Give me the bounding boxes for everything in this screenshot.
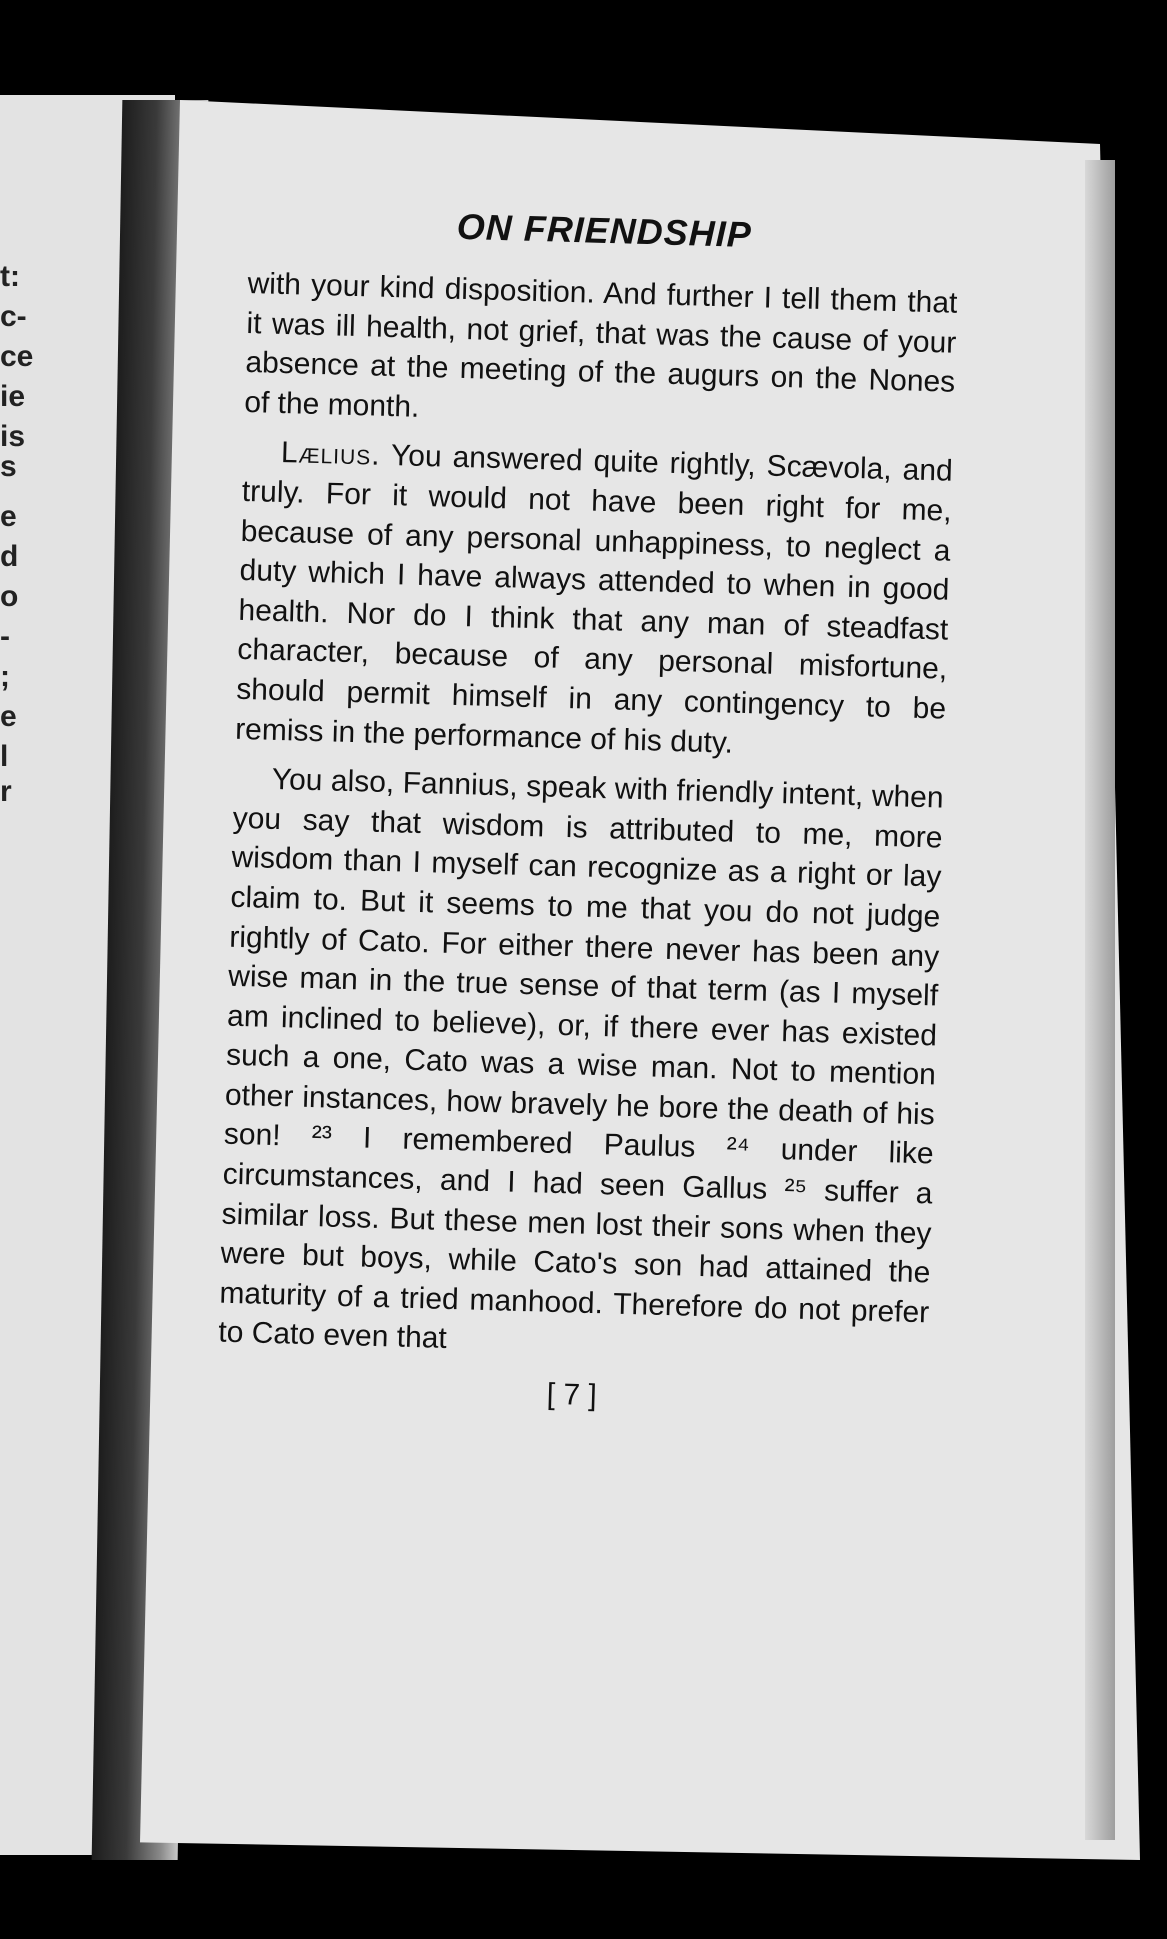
left-margin-fragment: r <box>0 775 12 808</box>
left-margin-fragment: ce <box>0 340 34 373</box>
left-margin-fragment: t: <box>0 260 20 293</box>
left-margin-fragment: l <box>0 740 9 773</box>
left-margin-fragment: o <box>0 580 19 613</box>
page-number: [ 7 ] <box>546 1377 598 1413</box>
left-margin-fragment: s <box>0 450 17 483</box>
page-text <box>216 200 959 1422</box>
paragraph-text: You answered quite rightly, Scævola, and truly. For it would not have been right for me, because of any personal unhappiness, to neglect a duty which I have always attended to when in good health. Nor do I think that any man of steadfast character, because of any personal misfortune, should permit himself in any contingency to be remiss in the performance of his duty. <box>234 439 954 760</box>
left-margin-fragment: d <box>0 540 19 573</box>
paragraph-text: with your kind disposition. And further I tell them that it was ill health, not grief, that was the cause of your absence at the meeting of the augurs on the Nones of the month. <box>243 266 958 424</box>
paragraph-text: You also, Fannius, speak with friendly intent, when you say that wisdom is attributed to me, more wisdom than I myself can recognize as a right or lay claim to. But it seems to me that you do not judge rightly of Cato. For either there never has been any wise man in the true sense of that term (as I myself am inclined to believe), or, if there ever has existed such a one, Cato was a wise man. Not to mention other instances, how bravely he bore the death of his son! ²³ I remembered Paulus ²⁴ under like circumstances, and I had seen Gallus ²⁵ suffer a similar loss. But these men lost their sons when they were but boys, while Cato's son had attained the maturity of a tried manhood. Therefore do not prefer to Cato even that <box>217 762 945 1356</box>
paragraph <box>218 759 944 1372</box>
running-header: ON FRIENDSHIP <box>456 205 753 256</box>
left-margin-fragment: - <box>0 620 10 653</box>
left-margin-fragment: is <box>0 420 26 453</box>
left-margin-fragment: ie <box>0 380 26 413</box>
speaker-name: Lælius. <box>280 436 382 473</box>
paragraph <box>244 264 958 442</box>
left-margin-fragment: e <box>0 700 17 733</box>
paragraph <box>235 432 954 768</box>
left-margin-fragment: ; <box>0 660 10 693</box>
left-margin-fragment: c- <box>0 300 27 333</box>
left-margin-fragment: e <box>0 500 17 533</box>
page-edge <box>1085 160 1115 1840</box>
